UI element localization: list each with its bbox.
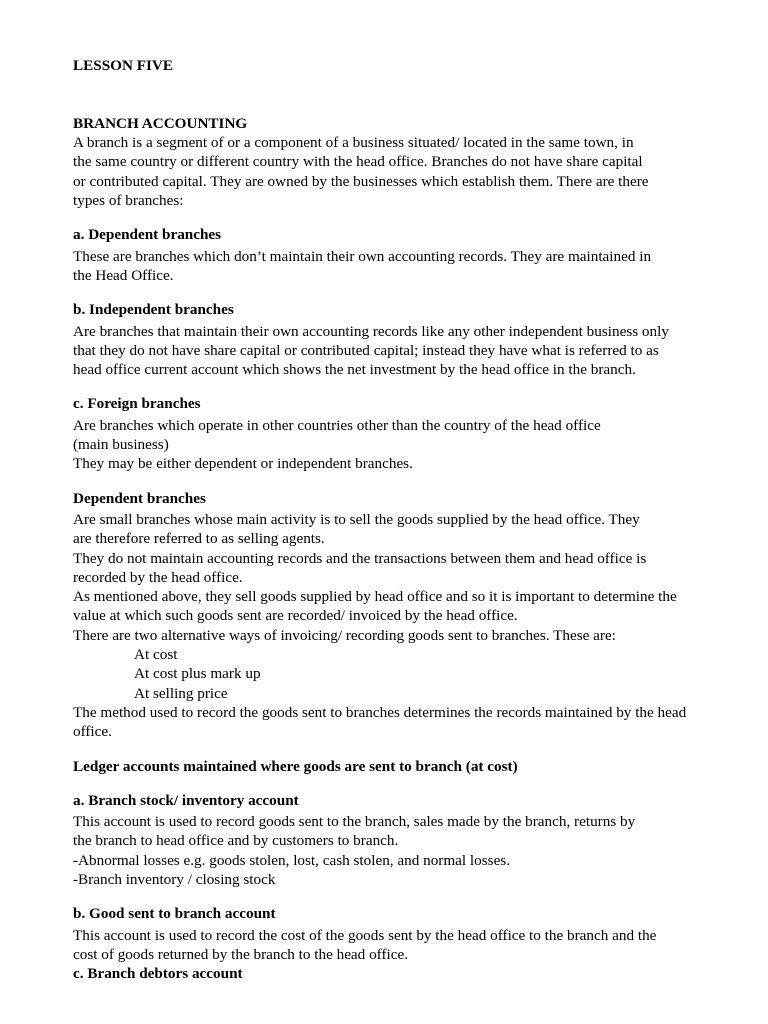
ledger-line: This account is used to record goods sent to the branch, sales made by the branch, returns by	[73, 813, 636, 831]
type-line: They may be either dependent or independent branches.	[73, 455, 413, 473]
intro-paragraph	[73, 133, 738, 210]
section-line: recorded by the head office.	[73, 568, 243, 586]
section-line: As mentioned above, they sell goods supplied by head office and so it is important to determine the	[73, 588, 677, 606]
spacer	[73, 285, 738, 300]
dependent-branches-section	[73, 489, 738, 742]
section-line: Are small branches whose main activity is to sell the goods supplied by the head office. They	[73, 510, 640, 528]
section-line: There are two alternative ways of invoicing/ recording goods sent to branches. These are:	[73, 626, 616, 644]
ledger-account-heading: b. Good sent to branch account	[73, 905, 276, 923]
intro-line: the same country or different country with the head office. Branches do not have share capital	[73, 153, 643, 171]
list-item: At selling price	[134, 684, 228, 702]
intro-line: types of branches:	[73, 192, 184, 210]
ledger-branch-stock-section	[73, 791, 738, 889]
type-line: that they do not have share capital or contributed capital; instead they have what is referred to as	[73, 341, 659, 359]
section-heading: Dependent branches	[73, 489, 206, 507]
main-heading: BRANCH ACCOUNTING	[73, 114, 248, 132]
section-line: They do not maintain accounting records and the transactions between them and head office is	[73, 549, 647, 567]
document-body	[73, 56, 738, 983]
type-line: (main business)	[73, 436, 169, 454]
ledger-line: the branch to head office and by customers to branch.	[73, 832, 399, 850]
section-line: office.	[73, 723, 112, 741]
lesson-title: LESSON FIVE	[73, 57, 174, 74]
spacer	[73, 95, 738, 114]
ledger-line: This account is used to record the cost of the goods sent by the head office to the branch and the	[73, 926, 657, 944]
intro-line: A branch is a segment of or a component of a business situated/ located in the same town, in	[73, 134, 634, 152]
type-line: Are branches that maintain their own accounting records like any other independent business only	[73, 322, 669, 340]
type-heading: c. Foreign branches	[73, 395, 201, 413]
spacer	[73, 776, 738, 791]
type-independent-section	[73, 300, 738, 379]
list-item: At cost plus mark up	[134, 665, 261, 683]
ledger-line: -Branch inventory / closing stock	[73, 870, 276, 888]
ledger-account-heading: a. Branch stock/ inventory account	[73, 791, 299, 809]
section-line: The method used to record the goods sent to branches determines the records maintained by the head	[73, 703, 687, 721]
spacer	[73, 379, 738, 394]
type-line: These are branches which don’t maintain their own accounting records. They are maintained in	[73, 247, 652, 265]
ledger-line: -Abnormal losses e.g. goods stolen, lost, cash stolen, and normal losses.	[73, 851, 511, 869]
ledger-line: cost of goods returned by the branch to the head office.	[73, 945, 408, 963]
type-heading: a. Dependent branches	[73, 226, 222, 244]
type-line: Are branches which operate in other countries other than the country of the head office	[73, 416, 601, 434]
list-item: At cost	[134, 646, 178, 664]
type-heading: b. Independent branches	[73, 301, 234, 319]
spacer	[73, 75, 738, 94]
ledger-heading: Ledger accounts maintained where goods are sent to branch (at cost)	[73, 757, 518, 775]
type-dependent-section	[73, 225, 738, 285]
section-line: are therefore referred to as selling agents.	[73, 530, 325, 548]
spacer	[73, 474, 738, 489]
ledger-goods-sent-section	[73, 904, 738, 964]
intro-line: or contributed capital. They are owned by the businesses which establish them. There are there	[73, 172, 649, 190]
type-foreign-section	[73, 394, 738, 473]
spacer	[73, 742, 738, 757]
ledger-account-heading: c. Branch debtors account	[73, 965, 243, 983]
type-line: head office current account which shows the net investment by the head office in the branch.	[73, 361, 636, 379]
type-line: the Head Office.	[73, 266, 174, 284]
spacer	[73, 889, 738, 904]
invoicing-methods-list	[73, 645, 738, 703]
spacer	[73, 210, 738, 225]
section-line: value at which such goods sent are recorded/ invoiced by the head office.	[73, 607, 518, 625]
